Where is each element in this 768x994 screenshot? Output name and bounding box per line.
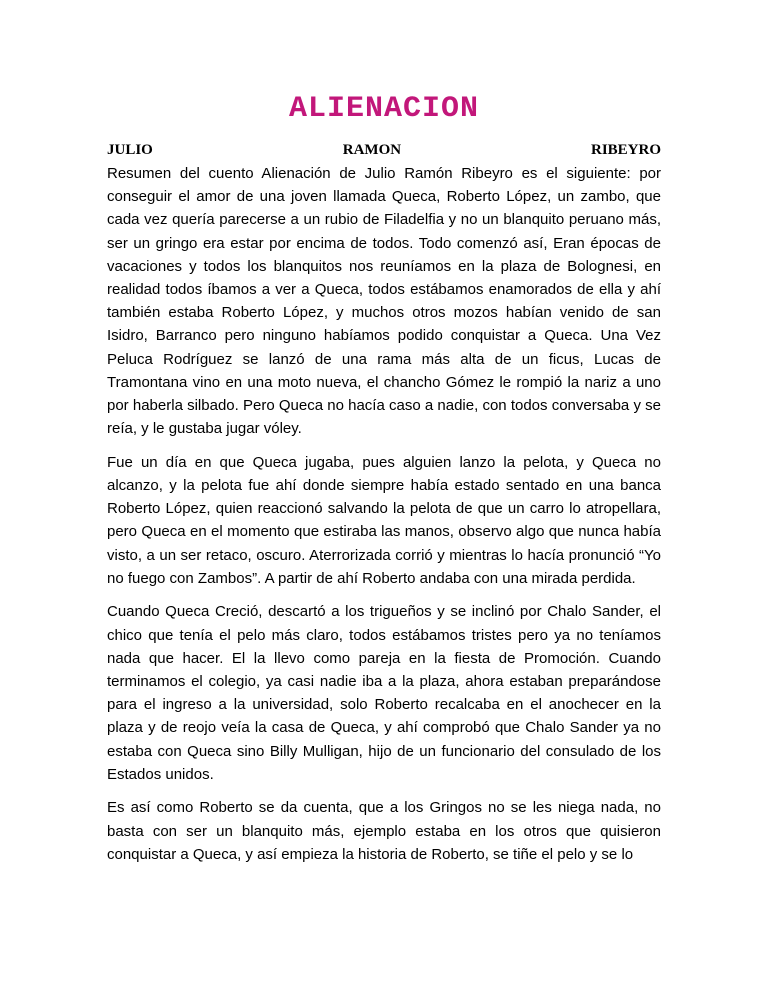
document-body [107, 162, 661, 876]
paragraph-3: Cuando Queca Creció, descartó a los trigueños y se inclinó por Chalo Sander, el chico que tenía el pelo más claro, todos estábamos tristes pero ya no teníamos nada que hacer. El la llevo como pareja en la fiesta de Promoción. Cuando terminamos el colegio, ya casi nadie iba a la plaza, ahora estaban preparándose para el ingreso a la universidad, solo Roberto recalcaba en el anochecer en la plaza y de reojo veía la casa de Queca, y ahí comprobó que Chalo Sander ya no estaba con Queca sino Billy Mulligan, hijo de un funcionario del consulado de los Estados unidos. [107, 603, 661, 783]
paragraph-4: Es así como Roberto se da cuenta, que a los Gringos no se les niega nada, no basta con ser un blanquito más, ejemplo estaba en los otros que quisieron conquistar a Queca, y así empieza la historia de Roberto, se tiñe el pelo y se lo [107, 799, 661, 863]
author-first-name: JULIO [107, 142, 153, 158]
document-title: ALIENACION [288, 92, 480, 126]
author-line [107, 140, 661, 160]
author-middle-name: RAMON [342, 142, 402, 158]
paragraph-1: Resumen del cuento Alienación de Julio Ramón Ribeyro es el siguiente: por conseguir el amor de una joven llamada Queca, Roberto López, un zambo, que cada vez quería parecerse a un rubio de Filadelfia y no un blanquito peruano más, ser un gringo era estar por encima de todos. Todo comenzó así, Eran épocas de vacaciones y todos los blanquitos nos reuníamos en la plaza de Bolognesi, en realidad todos íbamos a ver a Queca, todos estábamos enamorados de ella y ahí también estaba Roberto López, y muchos otros mozos habían venido de san Isidro, Barranco pero ninguno habíamos podido conquistar a Queca. Una Vez Peluca Rodríguez se lanzó de una rama más alta de un ficus, Lucas de Tramontana vino en una moto nueva, el chancho Gómez le rompió la nariz a uno por haberla silbado. Pero Queca no hacía caso a nadie, con todos conversaba y se reía, y le gustaba jugar vóley. [107, 165, 661, 438]
author-last-name: RIBEYRO [590, 142, 661, 158]
paragraph-2: Fue un día en que Queca jugaba, pues alguien lanzo la pelota, y Queca no alcanzo, y la pelota fue ahí donde siempre había estado sentado en una banca Roberto López, quien reaccionó salvando la pelota de que un carro lo atropellara, pero Queca en el momento que estiraba las manos, observo algo que nunca había visto, a un ser retaco, oscuro. Aterrorizada corrió y mientras lo hacía pronunció “Yo no fuego con Zambos”. A partir de ahí Roberto andaba con una mirada perdida. [107, 453, 661, 587]
